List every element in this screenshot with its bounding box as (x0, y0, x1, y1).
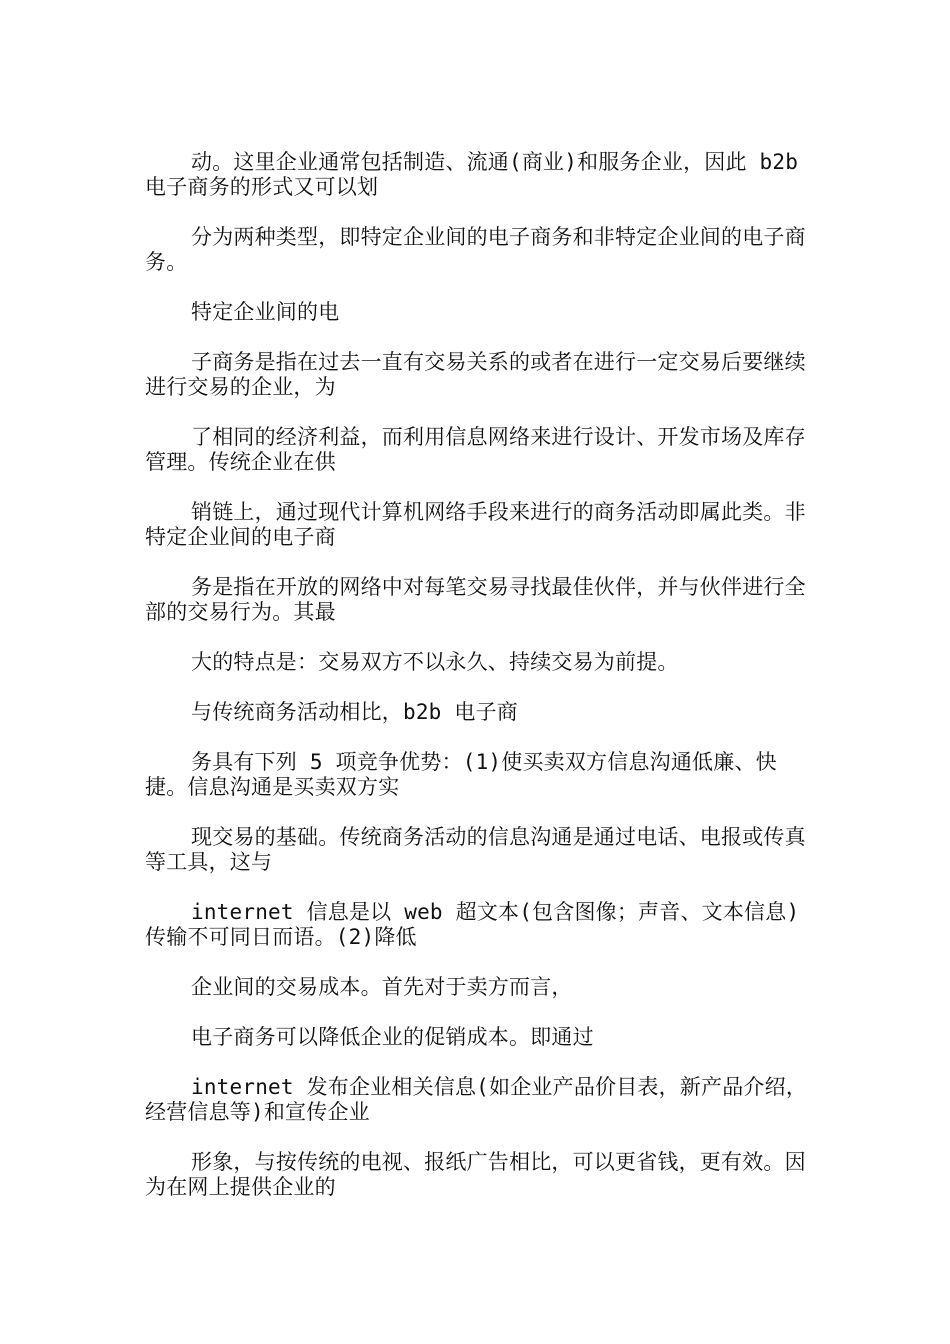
paragraph: 子商务是指在过去一直有交易关系的或者在进行一定交易后要继续进行交易的企业，为 (145, 350, 806, 399)
paragraph: 务具有下列 5 项竞争优势：(1)使买卖双方信息沟通低廉、快捷。信息沟通是买卖双方实 (145, 750, 777, 799)
paragraph: internet 发布企业相关信息(如企业产品价目表，新产品介绍，经营信息等)和宣传企业 (145, 1075, 808, 1124)
document-body (145, 150, 810, 1225)
paragraph: 与传统商务活动相比，b2b 电子商 (191, 700, 518, 724)
paragraph: 形象，与按传统的电视、报纸广告相比，可以更省钱，更有效。因为在网上提供企业的 (145, 1150, 806, 1199)
paragraph: 了相同的经济利益，而利用信息网络来进行设计、开发市场及库存管理。传统企业在供 (145, 425, 806, 474)
paragraph: 动。这里企业通常包括制造、流通(商业)和服务企业，因此 b2b 电子商务的形式又可以划 (145, 150, 799, 199)
paragraph: 务是指在开放的网络中对每笔交易寻找最佳伙伴，并与伙伴进行全部的交易行为。其最 (145, 575, 806, 624)
paragraph: 分为两种类型，即特定企业间的电子商务和非特定企业间的电子商务。 (145, 225, 806, 274)
paragraph: 现交易的基础。传统商务活动的信息沟通是通过电话、电报或传真等工具，这与 (145, 825, 806, 874)
paragraph: 企业间的交易成本。首先对于卖方而言， (191, 975, 573, 999)
paragraph: 电子商务可以降低企业的促销成本。即通过 (191, 1025, 594, 1049)
paragraph: 特定企业间的电 (191, 300, 340, 324)
paragraph: internet 信息是以 web 超文本(包含图像；声音、文本信息)传输不可同日而语。(2)降低 (145, 900, 800, 949)
paragraph: 销链上，通过现代计算机网络手段来进行的商务活动即属此类。非特定企业间的电子商 (145, 500, 806, 549)
paragraph: 大的特点是：交易双方不以永久、持续交易为前提。 (191, 650, 679, 674)
